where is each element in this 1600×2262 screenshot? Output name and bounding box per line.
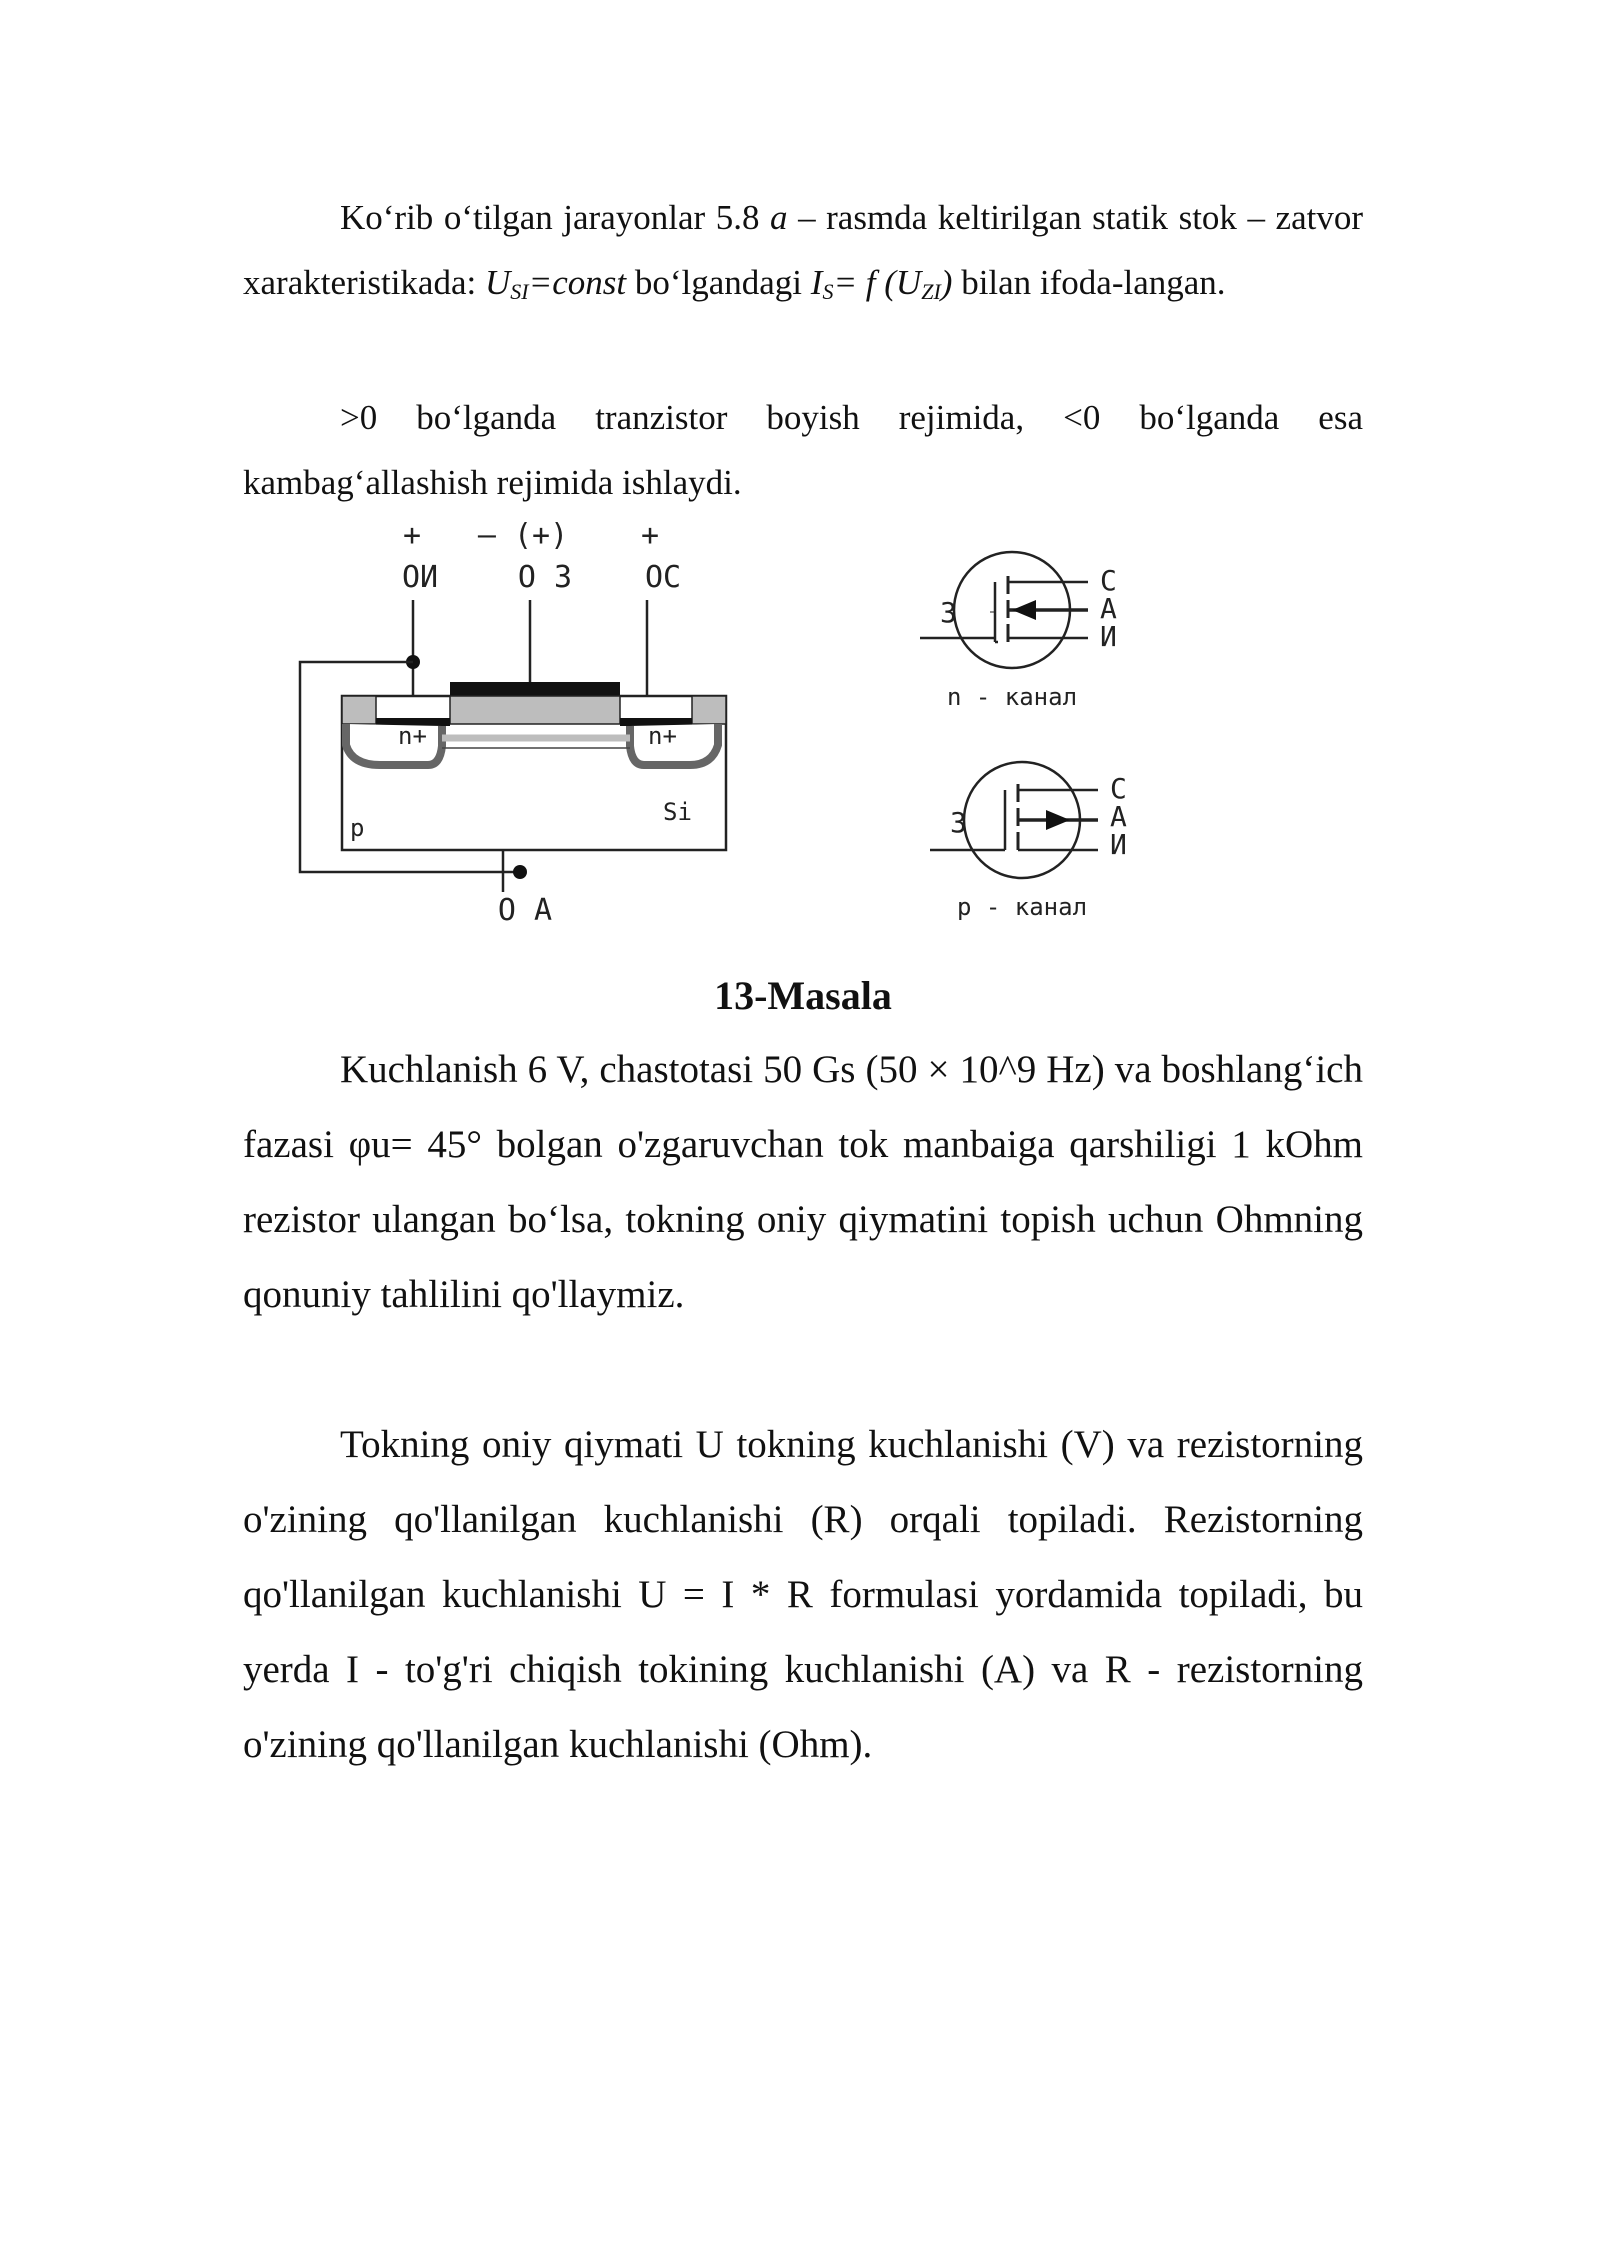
n-plus-right: n+ — [648, 722, 677, 750]
n-substrate-label: А — [1100, 592, 1117, 625]
substrate-terminal-label: О А — [497, 893, 553, 928]
text-run: Ko‘rib o‘tilgan jarayonlar 5.8 — [340, 198, 771, 237]
gate-terminal-label: О З — [517, 560, 573, 595]
paragraph-2: >0 bo‘lganda tranzistor boyish rejimida, <0 bo‘lganda esa kambag‘allashish rejimida ishlaydi. — [243, 398, 1363, 502]
section-title: 13-Masala — [714, 973, 892, 1018]
mosfet-diagram — [280, 520, 1290, 940]
n-source-label: И — [1100, 620, 1117, 653]
p-channel-symbol — [930, 762, 1127, 921]
source-terminal-label: ОИ — [401, 560, 439, 595]
gate-bias: – (+) — [477, 520, 569, 553]
drain-plus: + — [640, 520, 660, 553]
drain-terminal-label: ОС — [644, 560, 682, 595]
n-channel-symbol — [920, 552, 1117, 711]
paragraph-1 — [243, 185, 1363, 315]
n-gate-label: З — [940, 596, 957, 629]
p-source-label: И — [1110, 828, 1127, 861]
italic-a: a — [770, 198, 788, 237]
p-drain-label: С — [1110, 772, 1127, 805]
text-run: – rasmda keltirilgan statik stok – zatvor xarakteristikada: — [243, 198, 1363, 302]
text-run: bilan ifoda-langan. — [952, 263, 1226, 302]
substrate-node — [513, 865, 527, 879]
paragraph-3: Kuchlanish 6 V, chastotasi 50 Gs (50 × 10^9 Hz) va boshlang‘ich fazasi φu= 45° bolgan o'zgaruvchan tok manbaiga qarshiligi 1 kOhm rezistor ulangan bo‘lsa, tokning oniy qiymatini topish uchun Ohmning qonuniy tahlilini qo'llaymiz. — [243, 1048, 1363, 1316]
formula-usi: $U_{SI}=const$ — [484, 263, 627, 304]
mosfet-cross-section — [300, 520, 726, 928]
n-drain-label: С — [1100, 564, 1117, 597]
gate-oxide — [450, 696, 620, 724]
source-plus: + — [402, 520, 422, 553]
paragraph-4: Tokning oniy qiymati U tokning kuchlanishi (V) va rezistorning o'zining qo'llanilgan kuchlanishi (R) orqali topiladi. Rezistorning qo'llanilgan kuchlanishi U = I * R formulasi yordamida topiladi, bu yerda I - to'g'ri chiqish tokining kuchlanishi (A) va R - rezistorning o'zining qo'llanilgan kuchlanishi (Ohm). — [243, 1423, 1363, 1766]
formula-is: $I_S= f$ $(U_{ZI})$ — [810, 263, 953, 304]
p-gate-label: З — [950, 806, 967, 839]
si-label: Si — [663, 798, 692, 826]
gate-electrode — [450, 682, 620, 696]
n-plus-left: n+ — [398, 722, 427, 750]
n-channel-caption: n - канал — [946, 683, 1078, 711]
p-channel-caption: p - канал — [956, 893, 1088, 921]
mosfet-figure — [280, 520, 1290, 940]
p-substrate-label: А — [1110, 800, 1127, 833]
text-run: bo‘lgandagi — [626, 263, 811, 302]
p-label: p — [350, 814, 365, 842]
